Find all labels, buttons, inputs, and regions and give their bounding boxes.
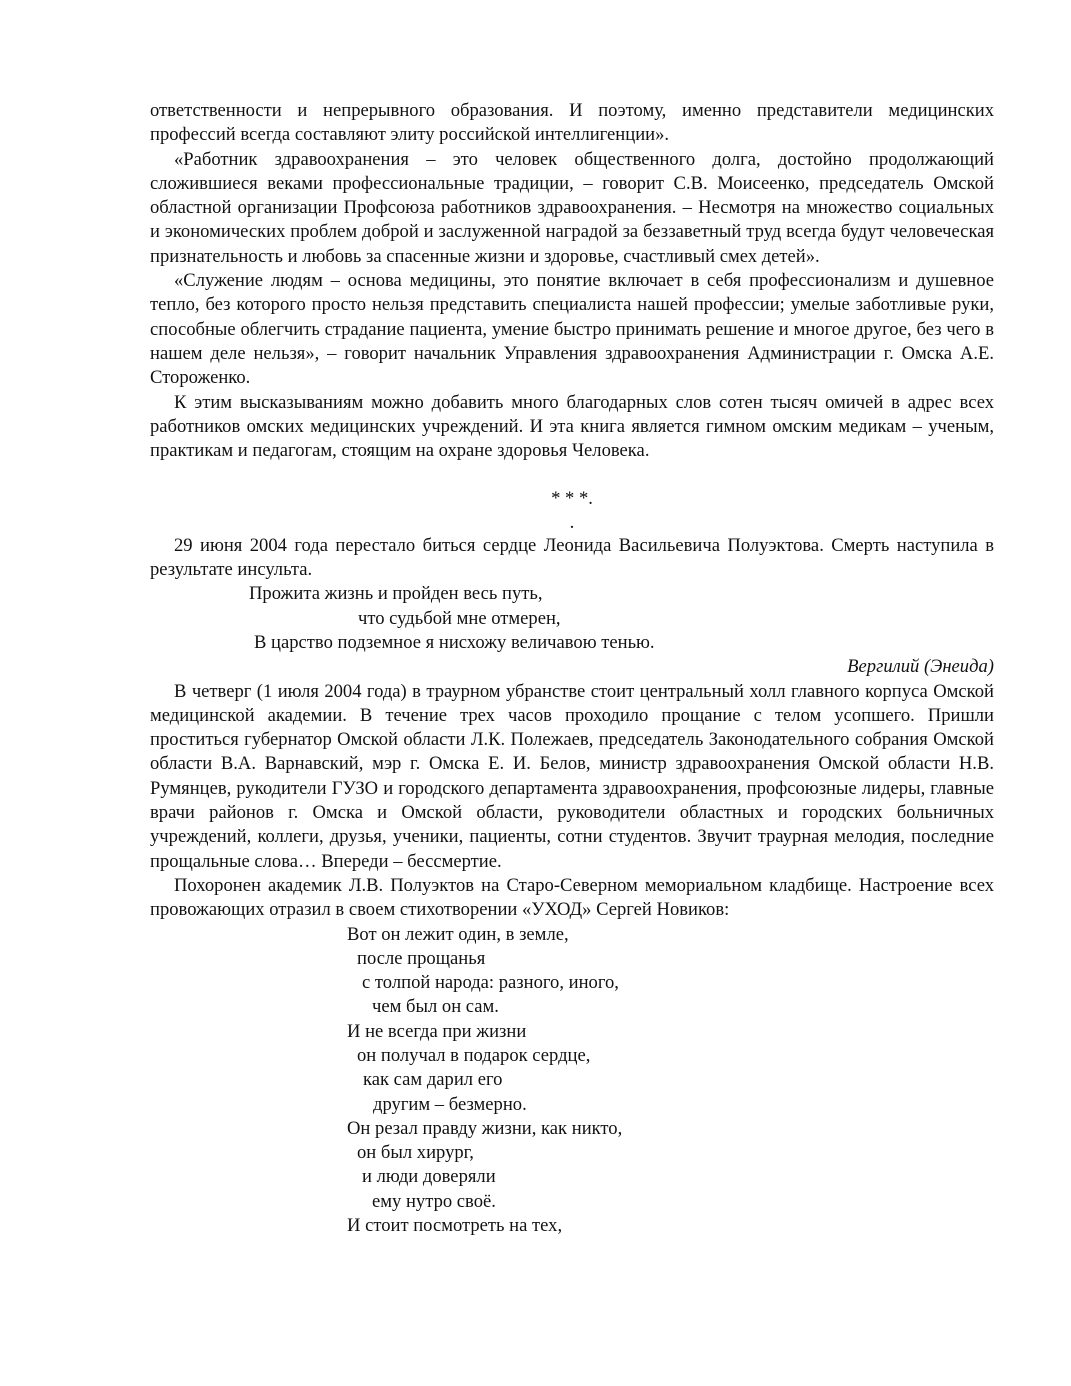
poem-line: после прощанья <box>357 947 486 969</box>
poem-line: он был хирург, <box>357 1142 474 1164</box>
separator-dot: . <box>569 511 575 533</box>
poem-line: Он резал правду жизни, как никто, <box>347 1117 623 1139</box>
poem-line: ему нутро своё. <box>372 1190 496 1212</box>
poem-line: И стоит посмотреть на тех, <box>347 1215 563 1237</box>
document-page <box>150 99 994 1238</box>
paragraph-funeral: В четверг (1 июля 2004 года) в траурном убранстве стоит центральный холл главного корпуса Омской медицинской академии. В течение трех часов проходило прощание с телом усопшего. Пришли проститься губернатор Омской области Л.К. Полежаев, председатель Законодательного собрания Омской области В.А. Варнавский, мэр г. Омска Е. И. Белов, министр здравоохранения Омской области Н.В. Румянцев, рукодители ГУЗО и городского департамента здравоохранения, профсоюзные лидеры, главные врачи районов г. Омска и Омской области, руководители областных и городских больничных учреждений, коллеги, друзья, ученики, пациенты, сотни студентов. Звучит траурная мелодия, последние прощальные слова… Впереди – бессмертие. <box>150 680 994 872</box>
epigraph <box>150 582 994 679</box>
quote-moiseenko: «Работник здравоохранения – это человек общественного долга, достойно продолжающий сложившиеся веками профессиональные традиции, – говорит С.В. Моисеенко, председатель Омской областной организации Профсоюза работников здравоохранения. – Несмотря на множество социальных и экономических проблем доброй и заслуженной наградой за беззаветный труд всегда будут человеческая признательность и любовь за спасенные жизни и здоровье, счастливый смех детей». <box>150 148 994 267</box>
poem <box>150 923 994 1239</box>
poem-line: чем был он сам. <box>372 996 499 1018</box>
poem-line: другим – безмерно. <box>373 1093 527 1115</box>
epigraph-line: В царство подземное я нисхожу величавою тенью. <box>254 631 655 653</box>
poem-line: Вот он лежит один, в земле, <box>347 923 569 945</box>
quote-storozhenko: «Служение людям – основа медицины, это понятие включает в себя профессионализм и душевное тепло, без которого просто нельзя представить специалиста нашей профессии; умелые заботливые руки, способные облегчить страдание пациента, умение быстро принимать решение и многое другое, без чего в нашем деле нельзя», – говорит начальник Управления здравоохранения Администрации г. Омска А.Е. Стороженко. <box>150 270 994 389</box>
paragraph-death: 29 июня 2004 года перестало биться сердце Леонида Васильевича Полуэктова. Смерть наступила в результате инсульта. <box>150 534 994 581</box>
poem-line: с толпой народа: разного, иного, <box>362 972 619 994</box>
epigraph-attribution: Вергилий (Энеида) <box>847 656 994 678</box>
paragraph-continuation: ответственности и непрерывного образования. И поэтому, именно представители медицинских профессий всегда составляют элиту российской интеллигенции». <box>150 100 994 146</box>
paragraph-gratitude: К этим высказываниям можно добавить много благодарных слов сотен тысяч омичей в адрес всех работников омских медицинских учреждений. И эта книга является гимном омским медикам – ученым, практикам и педагогам, стоящим на охране здоровья Человека. <box>150 391 994 462</box>
poem-line: И не всегда при жизни <box>347 1020 527 1042</box>
section-separator: * * *. <box>551 488 593 510</box>
poem-line: он получал в подарок сердце, <box>357 1044 591 1066</box>
epigraph-line: что судьбой мне отмерен, <box>358 607 561 629</box>
epigraph-line: Прожита жизнь и пройден весь путь, <box>249 583 543 605</box>
poem-line: как сам дарил его <box>363 1069 503 1091</box>
poem-line: и люди доверяли <box>362 1166 496 1188</box>
paragraph-burial: Похоронен академик Л.В. Полуэктов на Старо-Северном мемориальном кладбище. Настроение всех провожающих отразил в своем стихотворении «УХОД» Сергей Новиков: <box>150 874 994 921</box>
